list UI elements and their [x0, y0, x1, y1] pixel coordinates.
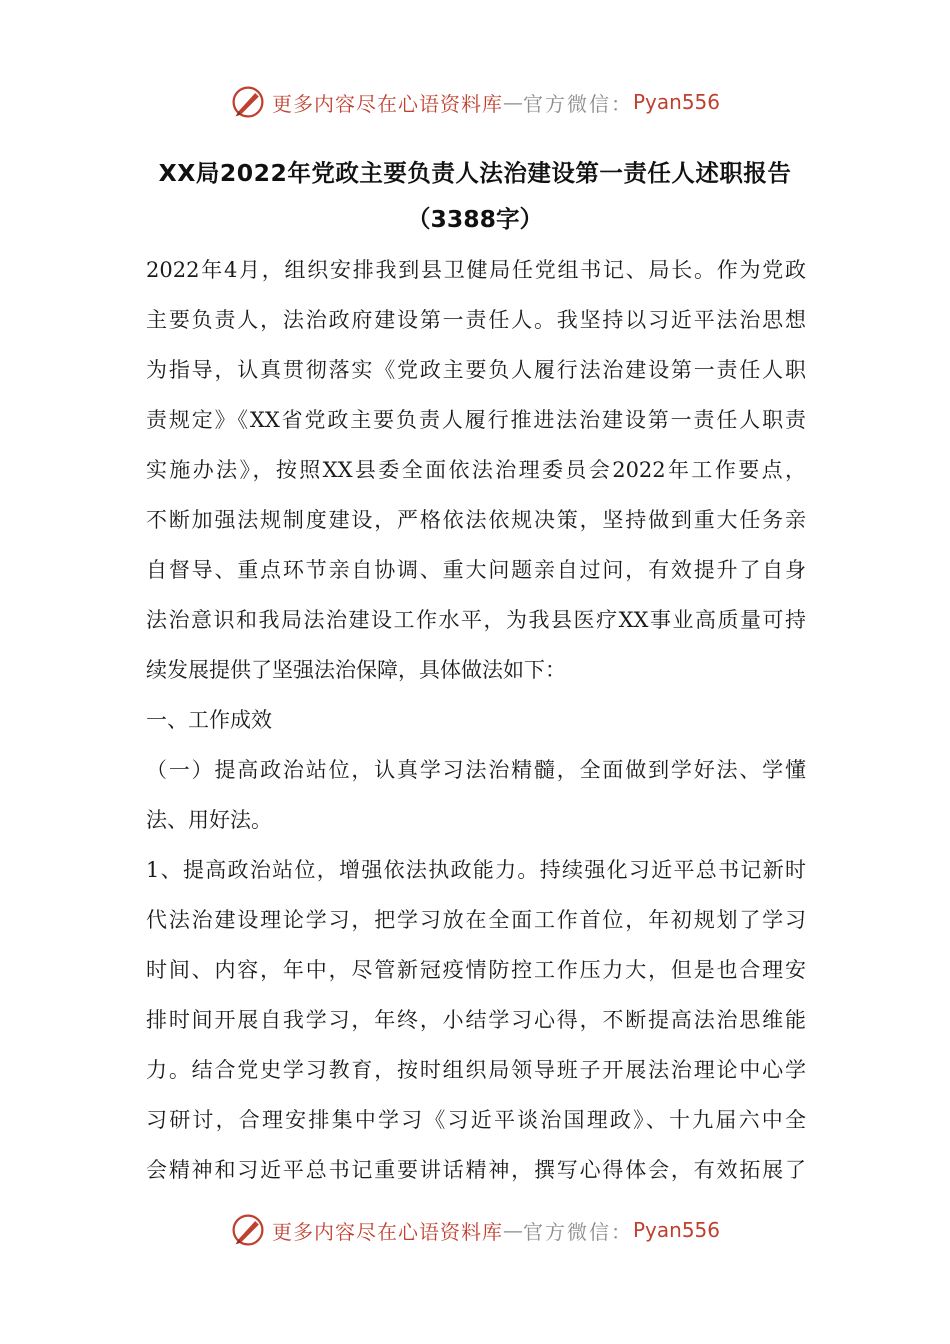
body-line: 实施办法》，按照XX县委全面依法治理委员会2022年工作要点，: [146, 458, 806, 482]
watermark-brand: 更多内容尽在心语资料库: [271, 1219, 503, 1244]
body-line: 主要负责人，法治政府建设第一责任人。我坚持以习近平法治思想: [146, 308, 806, 332]
document-title: XX局2022年党政主要负责人法治建设第一责任人述职报告: [158, 159, 792, 187]
watermark-official: 官方微信：: [522, 91, 633, 116]
header-watermark: [0, 80, 950, 124]
body-line: 习研讨，合理安排集中学习《习近平谈治国理政》、十九届六中全: [146, 1108, 806, 1132]
watermark-id: Pyan556: [632, 1218, 720, 1242]
body-line: 时间、内容，年中，尽管新冠疫情防控工作压力大，但是也合理安: [146, 958, 806, 982]
subsection-heading-cont: 法、用好法。: [146, 808, 272, 832]
body-line: 为指导，认真贯彻落实《党政主要负人履行法治建设第一责任人职: [146, 358, 806, 382]
watermark-official: 官方微信：: [522, 1219, 633, 1244]
body-line: 法治意识和我局法治建设工作水平，为我县医疗XX事业高质量可持: [146, 608, 806, 632]
watermark-brand: 更多内容尽在心语资料库: [271, 91, 503, 116]
subsection-heading: （一）提高政治站位，认真学习法治精髓，全面做到学好法、学懂: [146, 758, 806, 782]
body-line: 责规定》《XX省党政主要负责人履行推进法治建设第一责任人职责: [146, 408, 806, 432]
section-heading: 一、工作成效: [146, 708, 272, 732]
body-line: 自督导、重点环节亲自协调、重大问题亲自过问，有效提升了自身: [146, 558, 806, 582]
body-line: 代法治建设理论学习，把学习放在全面工作首位，年初规划了学习: [146, 908, 806, 932]
body-line: 2022年4月，组织安排我到县卫健局任党组书记、局长。作为党政: [146, 258, 806, 282]
body-line: 1、提高政治站位，增强依法执政能力。持续强化习近平总书记新时: [146, 858, 806, 882]
body-line: 续发展提供了坚强法治保障，具体做法如下：: [146, 658, 566, 682]
body-line: 会精神和习近平总书记重要讲话精神，撰写心得体会，有效拓展了: [146, 1158, 806, 1182]
watermark-separator: —: [502, 90, 523, 114]
body-line: 排时间开展自我学习，年终，小结学习心得，不断提高法治思维能: [146, 1008, 806, 1032]
body-line: 不断加强法规制度建设，严格依法依规决策，坚持做到重大任务亲: [146, 508, 806, 532]
footer-watermark: [0, 1208, 950, 1252]
document-subtitle: （3388字）: [407, 205, 543, 233]
pen-logo-icon: [230, 1212, 266, 1248]
pen-logo-icon: [230, 84, 266, 120]
document-body: [146, 245, 806, 1195]
watermark-separator: —: [502, 1218, 523, 1242]
body-line: 力。结合党史学习教育，按时组织局领导班子开展法治理论中心学: [146, 1058, 806, 1082]
watermark-id: Pyan556: [632, 90, 720, 114]
